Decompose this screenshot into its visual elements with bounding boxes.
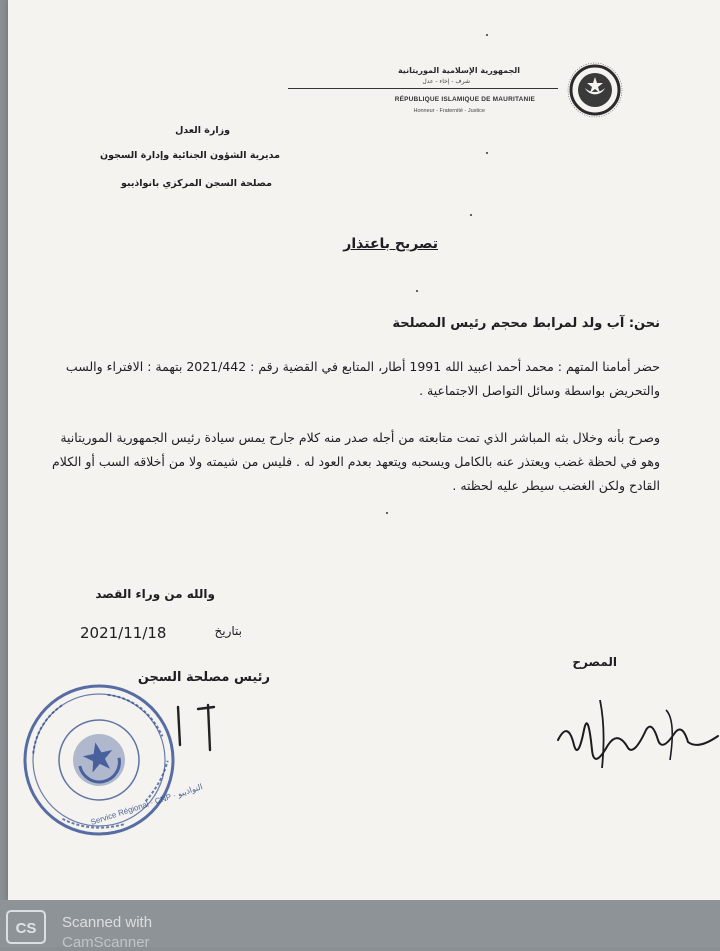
- official-heading: نحن: آب ولد لمرابط محجم رئيس المصلحة: [392, 316, 660, 331]
- declarant-signature-label: المصرح: [572, 655, 617, 669]
- date-value: 2021/11/18: [80, 624, 167, 642]
- watermark-line-1: Scanned with: [62, 914, 153, 931]
- paragraph-accused: حضر أمامنا المتهم : محمد أحمد اعبيد الله 1991 أطار، المتابع في القضية رقم : 2021/442 بتهمة : الافتراء والسب والتحريض بواسطة وسائل التواصل الاجتماعية .: [65, 359, 660, 398]
- republic-name-french: RÉPUBLIQUE ISLAMIQUE DE MAURITANIE: [394, 96, 535, 103]
- motto-arabic: شرف - إخاء - عدل: [422, 78, 470, 85]
- chief-signature-icon: [168, 695, 228, 755]
- document-title: تصريح باعتذار: [343, 236, 438, 252]
- scan-speck: [486, 34, 488, 36]
- stamp-text: Service Régional · CNP · النواذيبو: [89, 782, 204, 827]
- scan-speck: [386, 512, 388, 514]
- chief-signature-label: رئيس مصلحة السجن: [137, 670, 270, 685]
- scan-speck: [416, 290, 418, 292]
- paragraph-statement: وصرح بأنه وخلال بثه المباشر الذي تمت متابعته من أجله صدر منه كلام جارح يمس سيادة رئيس الجمهورية الموريتانية وهو في لحظة غضب ويعتذر عنه بالكامل ويسحبه ويتعهد بعدم العود له . فليس من شيمته ولا من أخلاقه السب أو الكلام القادح ولكن الغضب سيطر عليه لحظته .: [52, 430, 660, 493]
- date-label: بتاريخ: [214, 624, 242, 638]
- scan-speck: [470, 214, 472, 216]
- national-emblem-icon: [565, 62, 625, 118]
- closing-phrase: والله من وراء القصد: [95, 587, 215, 601]
- ministry-name: وزارة العدل: [175, 125, 230, 136]
- motto-french: Honneur - Fraternité - Justice: [413, 108, 485, 114]
- scan-speck: [486, 152, 488, 154]
- camscanner-logo-text: CS: [15, 920, 37, 937]
- republic-name-arabic: الجمهورية الإسلامية الموريتانية: [397, 66, 520, 75]
- document-page: [8, 0, 720, 900]
- header-divider: [288, 88, 558, 89]
- watermark-line-2: CamScanner: [62, 934, 150, 951]
- direction-name: مديرية الشؤون الجنائية وإدارة السجون: [100, 150, 280, 161]
- service-name: مصلحة السجن المركزي بانواذيبو: [121, 178, 272, 189]
- camscanner-logo-icon: [6, 910, 46, 944]
- declarant-signature-icon: [548, 690, 720, 780]
